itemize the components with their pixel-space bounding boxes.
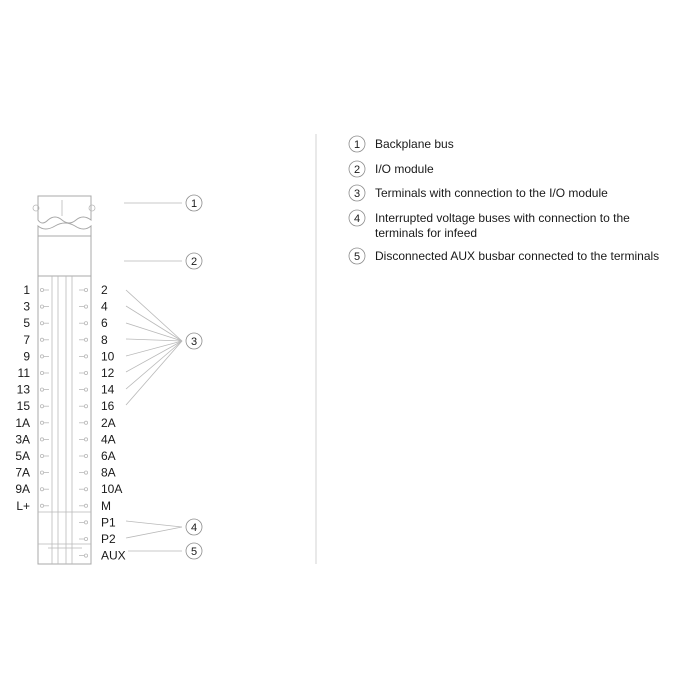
terminal-label-right: P2 (101, 532, 116, 546)
terminal-block (38, 276, 91, 564)
terminal-label-right: 8 (101, 332, 108, 347)
callout-leaders (124, 203, 182, 551)
terminal-label-right: 12 (101, 366, 115, 380)
terminal-label-right: 14 (101, 382, 115, 397)
terminal-marker-right (84, 537, 87, 540)
svg-text:2: 2 (190, 256, 198, 268)
callout-2 (186, 253, 202, 269)
terminal-label-left: 11 (17, 366, 30, 380)
terminal-label-right: 8A (101, 465, 116, 480)
terminal-marker-right (84, 322, 87, 325)
legend-item-2 (349, 161, 434, 177)
callout-5 (186, 543, 202, 559)
terminal-marker-left (40, 338, 43, 341)
terminal-label-right: 16 (101, 399, 115, 414)
svg-text:I/O module: I/O module (375, 162, 434, 176)
terminal-marker-left (40, 454, 43, 457)
svg-text:5: 5 (190, 546, 198, 558)
callout-4 (186, 519, 202, 535)
terminal-marker-left (40, 504, 43, 507)
svg-text:5: 5 (353, 251, 361, 263)
terminal-label-right: AUX (101, 548, 126, 563)
terminal-marker-left (40, 288, 43, 291)
svg-text:Disconnected AUX busbar connec: Disconnected AUX busbar connected to the terminals (375, 249, 660, 263)
terminal-marker-right (84, 471, 87, 474)
svg-text:1: 1 (190, 198, 198, 210)
terminal-marker-left (40, 322, 43, 325)
terminal-marker-right (84, 388, 87, 391)
terminal-label-right: 2A (101, 415, 116, 430)
svg-text:2: 2 (353, 164, 361, 176)
terminal-label-left: L+ (16, 498, 30, 513)
terminal-label-right: 6 (101, 316, 108, 331)
terminal-label-right: 4A (101, 432, 116, 447)
terminal-marker-right (84, 421, 87, 424)
terminal-label-left: 1A (15, 415, 30, 430)
terminal-label-left: 7A (15, 465, 30, 480)
terminal-label-left: 3A (15, 432, 30, 447)
callout-3 (186, 333, 202, 349)
terminal-marker-right (84, 305, 87, 308)
terminal-label-right: P1 (101, 515, 116, 530)
terminal-marker-right (84, 504, 87, 507)
right-terminal-labels (101, 283, 126, 563)
terminal-label-left: 7 (23, 332, 30, 347)
svg-text:1: 1 (353, 139, 361, 151)
terminal-marker-right (84, 288, 87, 291)
terminal-label-left: 9A (15, 482, 30, 497)
svg-text:Backplane bus: Backplane bus (375, 137, 454, 151)
svg-text:Terminals with connection to t: Terminals with connection to the I/O module (375, 186, 608, 200)
module-body (33, 196, 95, 564)
terminal-marker-right (84, 554, 87, 557)
terminal-label-left: 15 (16, 399, 30, 414)
terminal-label-left: 1 (23, 283, 30, 297)
terminal-label-left: 13 (16, 382, 30, 397)
svg-text:3: 3 (353, 188, 361, 200)
legend-item-4-line-1: Interrupted voltage buses with connection to the (375, 211, 630, 225)
terminal-marker-right (84, 405, 87, 408)
terminal-label-right: M (101, 498, 111, 513)
terminal-marker-left (40, 438, 43, 441)
terminal-marker-right (84, 488, 87, 491)
terminal-label-right: 2 (101, 283, 108, 297)
backplane-bus-section (38, 196, 91, 223)
terminal-marker-left (40, 421, 43, 424)
terminal-label-left: 5 (23, 316, 30, 331)
terminal-label-left: 5A (15, 449, 30, 463)
svg-text:3: 3 (190, 336, 198, 348)
legend-item-4 (349, 210, 630, 240)
callout-1 (186, 195, 202, 211)
terminal-marker-right (84, 454, 87, 457)
svg-text:Interrupted voltage buses with (375, 211, 630, 240)
legend-item-1 (349, 136, 454, 152)
terminal-markers (40, 288, 87, 557)
io-module-section (38, 223, 91, 276)
terminal-marker-left (40, 371, 43, 374)
terminal-marker-right (84, 521, 87, 524)
terminal-marker-left (40, 355, 43, 358)
terminal-marker-left (40, 471, 43, 474)
legend-item-5 (349, 248, 659, 264)
left-terminal-labels (15, 283, 30, 513)
svg-text:4: 4 (190, 522, 198, 534)
terminal-label-right: 4 (101, 299, 108, 314)
legend-item-3 (349, 185, 608, 201)
legend-item-4-line-2: terminals for infeed (375, 226, 478, 240)
terminal-label-right: 10A (101, 482, 123, 497)
terminal-marker-right (84, 438, 87, 441)
terminal-marker-right (84, 355, 87, 358)
terminal-label-left: 9 (23, 349, 30, 364)
terminal-marker-right (84, 371, 87, 374)
legend (349, 136, 659, 264)
terminal-label-right: 6A (101, 449, 116, 463)
terminal-marker-right (84, 338, 87, 341)
terminal-marker-left (40, 405, 43, 408)
terminal-label-right: 10 (101, 349, 115, 364)
svg-text:4: 4 (353, 213, 361, 225)
terminal-marker-left (40, 388, 43, 391)
terminal-marker-left (40, 488, 43, 491)
terminal-label-left: 3 (23, 299, 30, 314)
terminal-marker-left (40, 305, 43, 308)
